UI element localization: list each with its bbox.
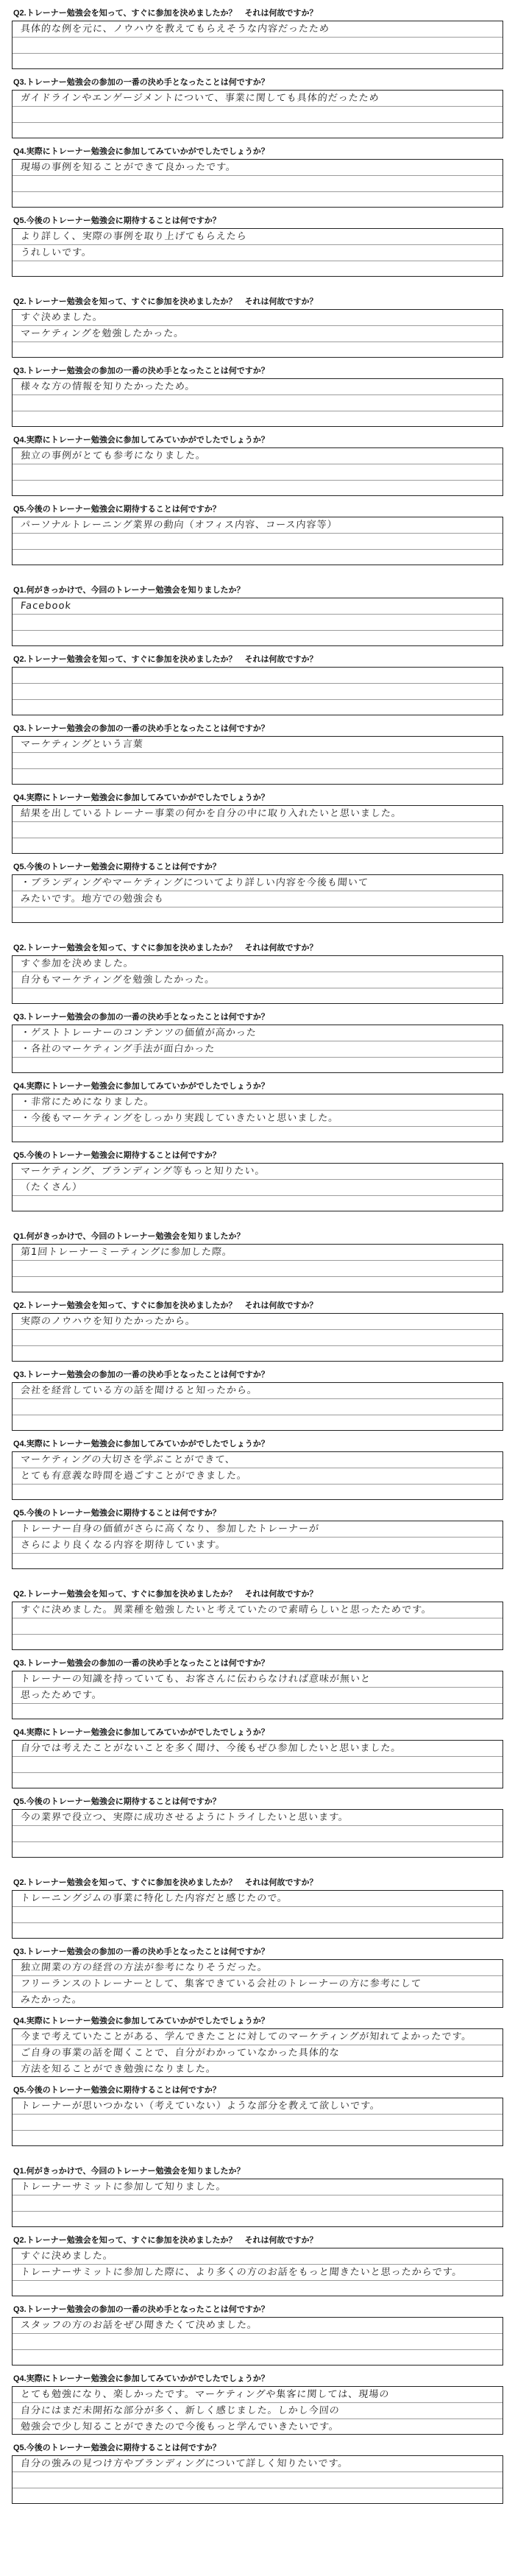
answer-box [12, 1163, 503, 1211]
answer-box [12, 309, 503, 358]
survey-question-block [12, 144, 503, 208]
survey-question-block [12, 1794, 503, 1858]
handwritten-answer-line: みたいです。地方での勉強会も [20, 894, 165, 905]
question-label: Q4.実際にトレーナー勉強会に参加してみていかがでしたでしょうか？ [13, 2017, 269, 2025]
question-label: Q2.トレーナー勉強会を知って、すぐに参加を決めましたか？ それは何故ですか？ [13, 655, 318, 664]
question-label: Q5.今後のトレーナー勉強会に期待することは何ですか？ [13, 1151, 221, 1160]
question-label: Q5.今後のトレーナー勉強会に期待することは何ですか？ [13, 2086, 221, 2095]
question-label: Q2.トレーナー勉強会を知って、すぐに参加を決めましたか？ それは何故ですか？ [13, 1301, 318, 1310]
question-label: Q2.トレーナー勉強会を知って、すぐに参加を決めましたか？ それは何故ですか？ [13, 297, 318, 306]
handwritten-answer-line: 自分にはまだ未開拓な部分が多く、新しく感じました。しかし今回の [20, 2405, 341, 2416]
handwritten-answer-line: すぐに決めました。異業種を勉強したいと考えていたので素晴らしいと思ったためです。 [20, 1604, 433, 1616]
survey-question-block [12, 75, 503, 138]
handwritten-answer-line: トレーナーが思いつかない（考えていない）ような部分を教えて欲しいです。 [20, 2101, 381, 2112]
handwritten-answer-line: ガイドラインやエンゲージメントについて、事業に関しても具体的だったため [20, 93, 380, 104]
handwritten-answer-line: とても有意義な時間を過ごすことができました。 [20, 1471, 248, 1482]
answer-box [12, 2386, 503, 2435]
survey-question-block [12, 1725, 503, 1788]
question-label: Q4.実際にトレーナー勉強会に参加してみていかがでしたでしょうか？ [13, 2374, 269, 2383]
handwritten-answer-line: 様々な方の情報を知りたかったため。 [20, 381, 196, 392]
answer-box [12, 1602, 503, 1650]
question-label: Q3.トレーナー勉強会の参加の一番の決め手となったことは何ですか？ [13, 1659, 269, 1668]
answer-box [12, 1094, 503, 1142]
handwritten-answer-line: すぐ参加を決めました。 [20, 958, 135, 969]
question-label: Q5.今後のトレーナー勉強会に期待することは何ですか？ [13, 1797, 221, 1806]
handwritten-answer-line: 自分もマーケティングを勉強したかった。 [20, 974, 216, 986]
question-label: Q3.トレーナー勉強会の参加の一番の決め手となったことは何ですか？ [13, 724, 269, 733]
survey-question-block [12, 1148, 503, 1211]
question-label: Q4.実際にトレーナー勉強会に参加してみていかがでしたでしょうか？ [13, 436, 269, 445]
respondent-group [12, 2164, 503, 2504]
handwritten-answer-line: ご自身の事業の話を聞くことで、自分がわかっていなかった具体的な [20, 2048, 341, 2059]
handwritten-answer-line: マーケティング、ブランディング等もっと知りたい。 [20, 1166, 266, 1177]
handwritten-answer-line: （たくさん） [20, 1182, 83, 1193]
survey-question-block [12, 1945, 503, 2008]
handwritten-answer-line: 自分の強みの見つけ方やブランディングについて詳しく知りたいです。 [20, 2458, 349, 2469]
handwritten-answer-line: マーケティングの大切さを学ぶことができて、 [20, 1454, 236, 1465]
answer-box [12, 1521, 503, 1569]
survey-question-block [12, 790, 503, 854]
survey-question-block [12, 2014, 503, 2077]
survey-question-block [12, 6, 503, 69]
handwritten-answer-line: 方法を知ることができ勉強になりました。 [20, 2064, 217, 2075]
handwritten-answer-line: トレーナー自身の価値がさらに高くなり、参加したトレーナーが [20, 1524, 320, 1535]
survey-question-block [12, 1656, 503, 1719]
handwritten-answer-line: 第1回トレーナーミーティングに参加した際。 [20, 1247, 233, 1258]
answer-box [12, 2028, 503, 2077]
respondent-group [12, 1875, 503, 2146]
answer-box [12, 1959, 503, 2008]
handwritten-answer-line: マーケティングを勉強したかった。 [20, 328, 185, 339]
handwritten-answer-line: Facebook [20, 601, 72, 612]
handwritten-answer-line: 勉強会で少し知ることができたので今後もっと学んでいきたいです。 [20, 2421, 340, 2432]
respondent-group [12, 294, 503, 565]
answer-box [12, 955, 503, 1004]
handwritten-answer-line: ・ゲストトレーナーのコンテンツの価値が高かった [20, 1027, 258, 1038]
question-label: Q3.トレーナー勉強会の参加の一番の決め手となったことは何ですか？ [13, 367, 269, 375]
answer-box [12, 228, 503, 277]
handwritten-answer-line: トレーナーサミットに参加して知りました。 [20, 2182, 227, 2193]
handwritten-answer-line: ・各社のマーケティング手法が面白かった [20, 1044, 216, 1055]
survey-question-block [12, 1587, 503, 1650]
survey-question-block [12, 721, 503, 785]
answer-box [12, 1740, 503, 1788]
survey-question-block [12, 2164, 503, 2227]
answer-box [12, 1671, 503, 1719]
answer-box [12, 1382, 503, 1431]
handwritten-answer-line: 具体的な例を元に、ノウハウを教えてもらえそうな内容だったため [20, 24, 330, 35]
respondent-group [12, 583, 503, 923]
answer-box [12, 2317, 503, 2366]
answer-box [12, 517, 503, 565]
question-label: Q2.トレーナー勉強会を知って、すぐに参加を決めましたか？ それは何故ですか？ [13, 1878, 318, 1887]
answer-box [12, 1809, 503, 1858]
question-label: Q1.何がきっかけで、今回のトレーナー勉強会を知りましたか？ [13, 1232, 245, 1241]
question-label: Q2.トレーナー勉強会を知って、すぐに参加を決めましたか？ それは何故ですか？ [13, 2236, 318, 2245]
survey-question-block [12, 1010, 503, 1073]
question-label: Q4.実際にトレーナー勉強会に参加してみていかがでしたでしょうか？ [13, 1082, 269, 1091]
handwritten-answer-line: すぐに決めました。 [20, 2251, 114, 2262]
survey-question-block [12, 294, 503, 358]
question-label: Q5.今後のトレーナー勉強会に期待することは何ですか？ [13, 505, 221, 514]
survey-question-block [12, 1079, 503, 1142]
answer-box [12, 2248, 503, 2296]
handwritten-answer-line: とても勉強になり、楽しかったです。マーケティングや集客に関しては、現場の [20, 2389, 390, 2400]
answer-box [12, 805, 503, 854]
question-label: Q4.実際にトレーナー勉強会に参加してみていかがでしたでしょうか？ [13, 1728, 269, 1737]
handwritten-answer-line: 独立の事例がとても参考になりました。 [20, 450, 207, 461]
survey-question-block [12, 1506, 503, 1569]
question-label: Q2.トレーナー勉強会を知って、すぐに参加を決めましたか？ それは何故ですか？ [13, 9, 318, 18]
survey-question-block [12, 433, 503, 496]
answer-box [12, 1313, 503, 1362]
handwritten-answer-line: 独立開業の方の経営の方法が参考になりそうだった。 [20, 1962, 269, 1973]
survey-question-block [12, 583, 503, 646]
respondent-group [12, 1587, 503, 1858]
survey-question-block [12, 213, 503, 277]
handwritten-answer-line: 今の業界で役立つ、実際に成功させるようにトライしたいと思います。 [20, 1812, 349, 1823]
survey-question-block [12, 2441, 503, 2504]
question-label: Q1.何がきっかけで、今回のトレーナー勉強会を知りましたか？ [13, 2167, 245, 2176]
handwritten-answer-line: 思ったためです。 [20, 1690, 103, 1701]
handwritten-answer-line: ・ブランディングやマーケティングについてより詳しい内容を今後も聞いて [20, 877, 369, 888]
question-label: Q1.何がきっかけで、今回のトレーナー勉強会を知りましたか？ [13, 586, 245, 595]
survey-question-block [12, 2083, 503, 2146]
survey-question-block [12, 1229, 503, 1292]
question-label: Q3.トレーナー勉強会の参加の一番の決め手となったことは何ですか？ [13, 78, 269, 87]
handwritten-answer-line: トレーニングジムの事業に特化した内容だと感じたので。 [20, 1893, 288, 1904]
question-label: Q5.今後のトレーナー勉強会に期待することは何ですか？ [13, 863, 221, 871]
handwritten-answer-line: ・今後もマーケティングをしっかり実践していきたいと思いました。 [20, 1113, 340, 1124]
question-label: Q4.実際にトレーナー勉強会に参加してみていかがでしたでしょうか？ [13, 793, 269, 802]
answer-box [12, 159, 503, 208]
survey-question-block [12, 1437, 503, 1500]
survey-question-block [12, 652, 503, 715]
answer-box [12, 90, 503, 138]
question-label: Q5.今後のトレーナー勉強会に期待することは何ですか？ [13, 1509, 221, 1518]
survey-question-block [12, 1367, 503, 1431]
handwritten-answer-line: みたかった。 [20, 1995, 83, 2006]
survey-question-block [12, 2233, 503, 2296]
respondent-group [12, 941, 503, 1211]
survey-question-block [12, 1298, 503, 1362]
question-label: Q5.今後のトレーナー勉強会に期待することは何ですか？ [13, 2444, 221, 2452]
question-label: Q2.トレーナー勉強会を知って、すぐに参加を決めましたか？ それは何故ですか？ [13, 1590, 318, 1599]
answer-box [12, 1244, 503, 1292]
question-label: Q2.トレーナー勉強会を知って、すぐに参加を決めましたか？ それは何故ですか？ [13, 944, 318, 952]
handwritten-answer-line: スタッフの方のお話をぜひ聞きたくて決めました。 [20, 2320, 258, 2331]
answer-box [12, 598, 503, 646]
handwritten-answer-line: うれしいです。 [20, 247, 93, 258]
question-label: Q3.トレーナー勉強会の参加の一番の決め手となったことは何ですか？ [13, 1947, 269, 1956]
answer-box [12, 667, 503, 715]
handwritten-answer-line: ・非常にためになりました。 [20, 1097, 155, 1108]
handwritten-answer-line: 自分では考えたことがないことを多く聞け、今後もぜひ参加したいと思いました。 [20, 1743, 402, 1754]
survey-question-block [12, 502, 503, 565]
survey-question-block [12, 860, 503, 923]
survey-question-block [12, 364, 503, 427]
answer-box [12, 1025, 503, 1073]
handwritten-answer-line: トレーナーの知識を持っていても、お客さんに伝わらなければ意味が無いと [20, 1674, 372, 1685]
handwritten-answer-line: より詳しく、実際の事例を取り上げてもらえたら [20, 231, 248, 242]
answer-box [12, 874, 503, 923]
survey-question-block [12, 2371, 503, 2435]
question-label: Q3.トレーナー勉強会の参加の一番の決め手となったことは何ですか？ [13, 1013, 269, 1022]
answer-box [12, 1890, 503, 1939]
question-label: Q3.トレーナー勉強会の参加の一番の決め手となったことは何ですか？ [13, 2305, 269, 2314]
answer-box [12, 2098, 503, 2146]
handwritten-answer-line: 会社を経営している方の話を聞けると知ったから。 [20, 1385, 258, 1396]
survey-question-block [12, 941, 503, 1004]
handwritten-answer-line: トレーナーサミットに参加した際に、より多くの方のお話をもっと聞きたいと思ったからです。 [20, 2267, 464, 2278]
respondent-group [12, 1229, 503, 1569]
handwritten-answer-line: さらにより良くなる内容を期待しています。 [20, 1540, 227, 1551]
answer-box [12, 378, 503, 427]
answer-box [12, 21, 503, 69]
handwritten-answer-line: パーソナルトレーニング業界の動向（オフィス内容、コース内容等） [20, 520, 338, 531]
respondent-group [12, 6, 503, 277]
question-label: Q4.実際にトレーナー勉強会に参加してみていかがでしたでしょうか？ [13, 1440, 269, 1448]
answer-box [12, 2179, 503, 2227]
question-label: Q4.実際にトレーナー勉強会に参加してみていかがでしたでしょうか？ [13, 147, 269, 156]
answer-box [12, 2455, 503, 2504]
answer-box [12, 1451, 503, 1500]
handwritten-answer-line: 実際のノウハウを知りたかったから。 [20, 1316, 196, 1327]
handwritten-answer-line: 現場の事例を知ることができて良かったです。 [20, 162, 237, 173]
handwritten-answer-line: マーケティングという言葉 [20, 739, 144, 750]
survey-question-block [12, 1875, 503, 1939]
question-label: Q5.今後のトレーナー勉強会に期待することは何ですか？ [13, 216, 221, 225]
question-label: Q3.トレーナー勉強会の参加の一番の決め手となったことは何ですか？ [13, 1370, 269, 1379]
survey-question-block [12, 2302, 503, 2366]
handwritten-answer-line: 今まで考えていたことがある、学んできたことに対してのマーケティングが知れてよかったです。 [20, 2031, 472, 2042]
handwritten-answer-line: フリーランスのトレーナーとして、集客できている会社のトレーナーの方に参考にして [20, 1978, 422, 1989]
answer-box [12, 736, 503, 785]
handwritten-answer-line: すぐ決めました。 [20, 312, 104, 323]
answer-box [12, 447, 503, 496]
handwritten-answer-line: 結果を出しているトレーナー事業の何かを自分の中に取り入れたいと思いました。 [20, 808, 402, 819]
